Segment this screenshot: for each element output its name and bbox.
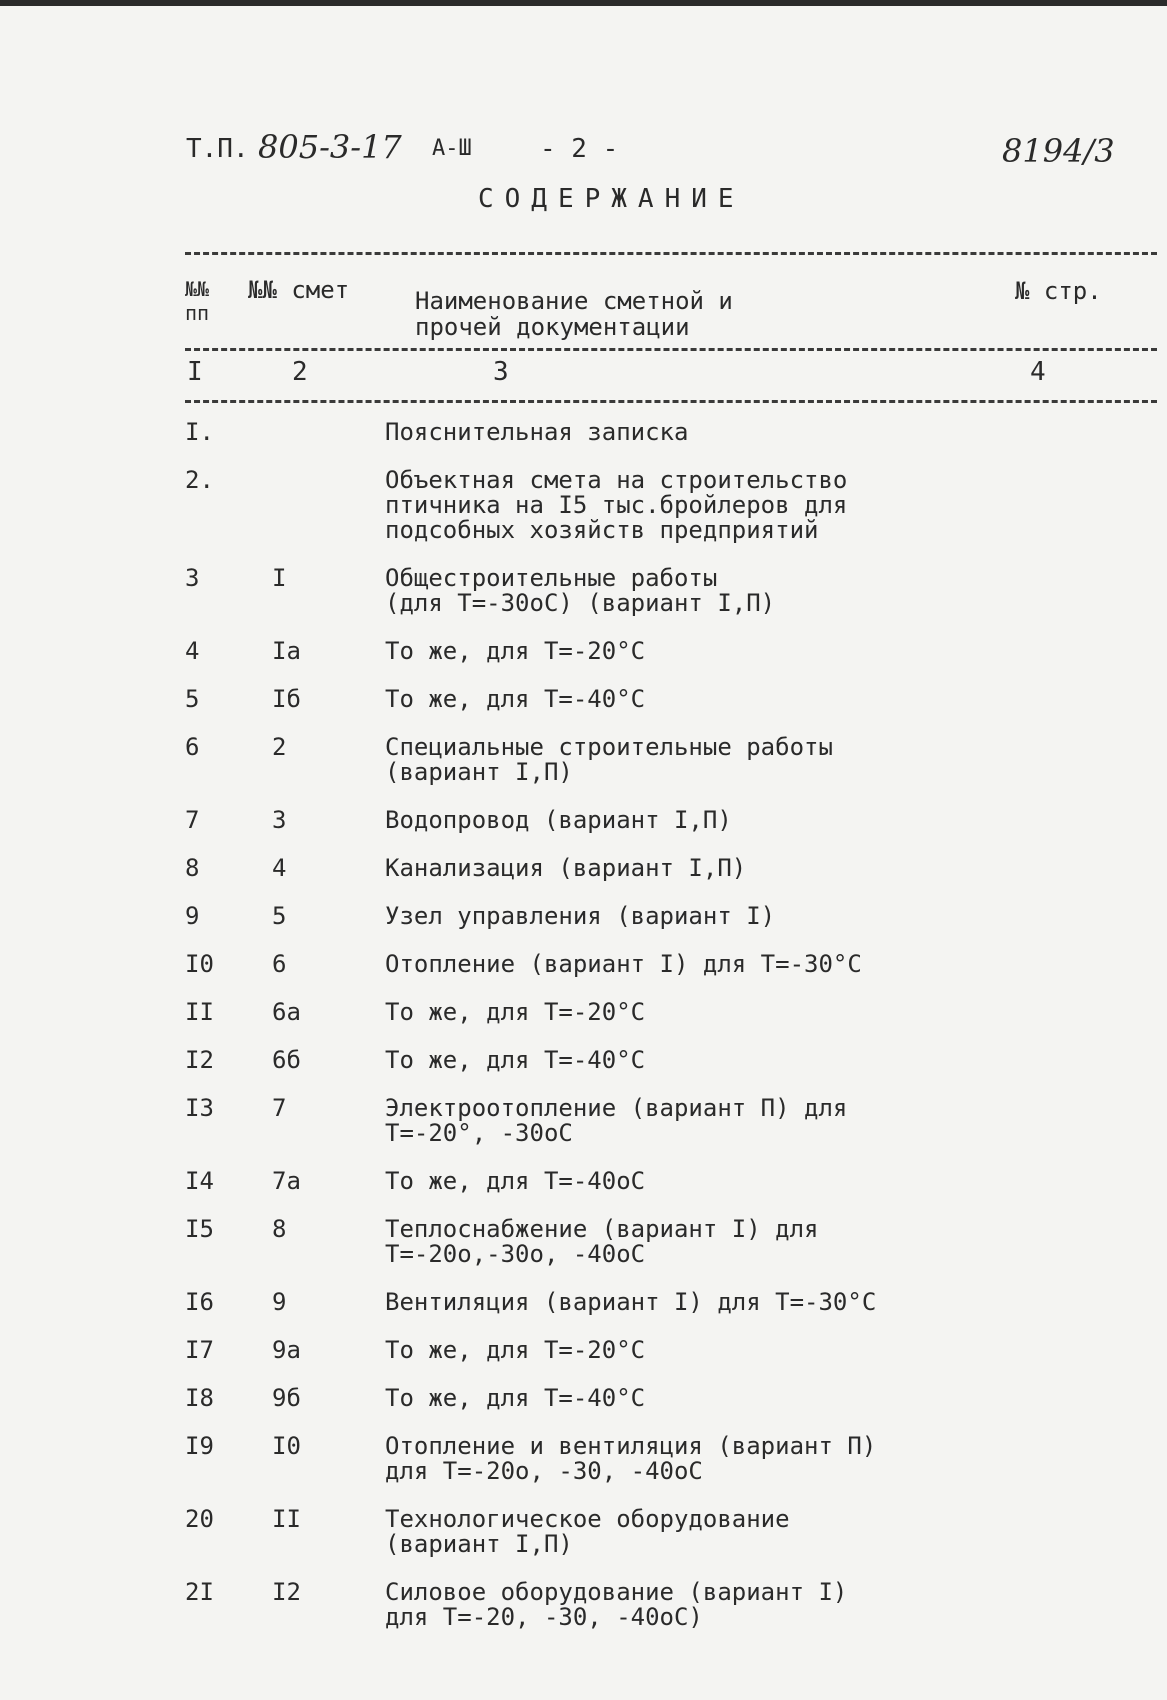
col-number-3: 3 [493,357,509,387]
table-row [0,1386,1167,1411]
divider-bottom [185,400,1157,403]
row-number: I. [185,418,214,446]
row-number: 3 [185,564,200,592]
row-number: 20 [185,1505,214,1533]
row-smeta: II [272,1505,301,1533]
archive-number: 8194/3 [1002,132,1115,170]
row-number: 6 [185,733,200,761]
row-title: Отопление и вентиляция (вариант П) для Т=-20о, -30, -40оС [385,1432,877,1485]
row-smeta: 7 [272,1094,287,1122]
doc-code: 805-3-17 [258,128,402,166]
row-smeta: 6 [272,950,287,978]
table-row [0,1096,1167,1146]
row-smeta: 6б [272,1046,301,1074]
row-number: 2I [185,1578,214,1606]
row-smeta: 5 [272,902,287,930]
row-title: Отопление (вариант I) для Т=-30°С [385,950,862,978]
page-title: СОДЕРЖАНИЕ [478,184,745,214]
doc-prefix: Т.П. [186,134,249,164]
row-smeta: 7а [272,1167,301,1195]
row-smeta: 9а [272,1336,301,1364]
row-title: Вентиляция (вариант I) для Т=-30°С [385,1288,877,1316]
table-row [0,904,1167,929]
album-label: А-Ш [432,136,472,161]
table-row [0,1000,1167,1025]
row-smeta: Iа [272,637,301,665]
row-number: 2. [185,466,214,494]
row-number: 9 [185,902,200,930]
col-head-num [185,277,209,325]
row-title: Объектная смета на строительство птичника на I5 тыс.бройлеров для подсобных хозяйств предприятий [385,466,848,544]
table-row [0,1580,1167,1630]
col-head-smeta: №№ смет [248,276,350,304]
row-title: То же, для Т=-40°С [385,1384,646,1412]
row-title: То же, для Т=-20°С [385,998,646,1026]
row-number: 8 [185,854,200,882]
table-row [0,1507,1167,1557]
row-title: Канализация (вариант I,П) [385,854,747,882]
table-row [0,1169,1167,1194]
row-smeta: Iб [272,685,301,713]
row-number: 5 [185,685,200,713]
divider-mid [185,348,1157,351]
col-head-name-line2: прочей документации [415,313,690,341]
row-number: I6 [185,1288,214,1316]
row-number: 7 [185,806,200,834]
table-row [0,735,1167,785]
table-row [0,566,1167,616]
page-number: - 2 - [540,134,619,164]
table-row [0,952,1167,977]
row-title: Специальные строительные работы (вариант I,П) [385,733,833,786]
table-row [0,1217,1167,1267]
row-title: Технологическое оборудование (вариант I,П) [385,1505,790,1558]
row-number: I9 [185,1432,214,1460]
row-smeta: I2 [272,1578,301,1606]
row-title: То же, для Т=-40°С [385,685,646,713]
row-title: То же, для Т=-40оС [385,1167,646,1195]
row-number: I2 [185,1046,214,1074]
row-number: 4 [185,637,200,665]
table-row [0,1290,1167,1315]
col-head-name [415,288,733,340]
col-head-page: № стр. [1015,277,1102,305]
table-row [0,1048,1167,1073]
row-smeta: 3 [272,806,287,834]
row-title: Водопровод (вариант I,П) [385,806,732,834]
top-border [0,0,1167,6]
row-smeta: 9 [272,1288,287,1316]
row-title: Общестроительные работы (для Т=-30оС) (вариант I,П) [385,564,776,617]
col-head-name-line1: Наименование сметной и [415,287,733,315]
table-row [0,420,1167,445]
row-number: I5 [185,1215,214,1243]
table-row [0,468,1167,543]
col-number-1: I [187,357,203,387]
table-row [0,1434,1167,1484]
row-smeta: I0 [272,1432,301,1460]
col-number-4: 4 [1030,357,1046,387]
row-title: Узел управления (вариант I) [385,902,776,930]
table-row [0,808,1167,833]
row-smeta: 2 [272,733,287,761]
row-number: I4 [185,1167,214,1195]
col-head-num-line1: №№ [185,277,210,301]
row-number: I7 [185,1336,214,1364]
row-number: I0 [185,950,214,978]
row-number: II [185,998,214,1026]
row-title: То же, для Т=-40°С [385,1046,646,1074]
divider-top [185,252,1157,255]
row-smeta: 9б [272,1384,301,1412]
row-title: Электроотопление (вариант П) для Т=-20°, -30оС [385,1094,848,1147]
row-number: I3 [185,1094,214,1122]
row-title: Силовое оборудование (вариант I) для Т=-20, -30, -40оС) [385,1578,848,1631]
row-smeta: 6а [272,998,301,1026]
row-smeta: 4 [272,854,287,882]
table-row [0,687,1167,712]
row-title: То же, для Т=-20°С [385,1336,646,1364]
row-smeta: I [272,564,287,592]
row-title: То же, для Т=-20°С [385,637,646,665]
contents-list [0,420,1167,1653]
row-number: I8 [185,1384,214,1412]
table-row [0,639,1167,664]
row-title: Пояснительная записка [385,418,689,446]
table-row [0,856,1167,881]
col-head-num-line2: пп [185,301,210,325]
row-smeta: 8 [272,1215,287,1243]
col-number-2: 2 [292,357,308,387]
table-row [0,1338,1167,1363]
row-title: Теплоснабжение (вариант I) для Т=-20о,-30о, -40оС [385,1215,819,1268]
